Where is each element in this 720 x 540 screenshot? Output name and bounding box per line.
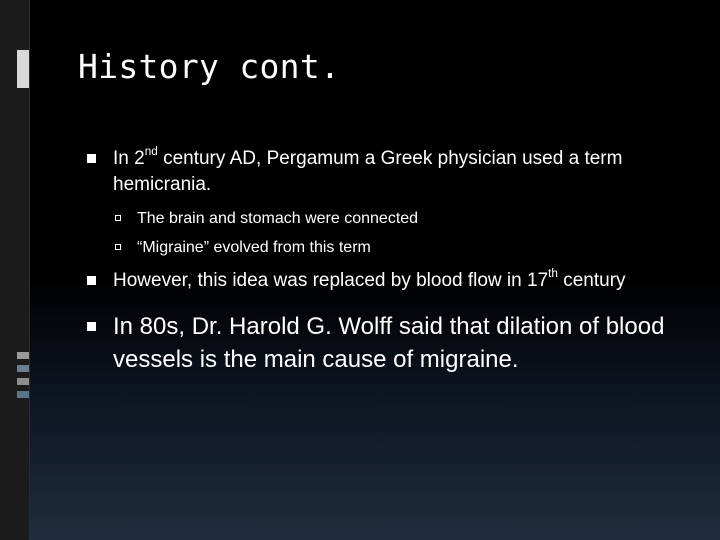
sub-bullet-2-text: “Migraine” evolved from this term	[137, 239, 371, 256]
square-bullet-icon	[87, 276, 96, 285]
hollow-square-bullet-icon	[115, 244, 121, 250]
bullet-1-superscript: nd	[144, 144, 158, 158]
bullet-item-2	[87, 268, 687, 294]
bullet-item-3	[87, 310, 687, 376]
accent-bar-4	[17, 391, 29, 398]
bullet-1-text-post: century AD, Pergamum a Greek physician used a term hemicrania.	[113, 148, 623, 195]
accent-bar-2	[17, 365, 29, 372]
accent-bar-1	[17, 352, 29, 359]
bullet-1-sublist	[87, 204, 687, 262]
slide-title: History cont.	[78, 47, 341, 86]
title-accent-block	[17, 50, 29, 88]
bullet-1-text-pre: In 2	[113, 148, 145, 169]
sub-bullet-item-1	[115, 204, 687, 233]
bullet-3-text: In 80s, Dr. Harold G. Wolff said that dilation of blood vessels is the main cause of migraine.	[113, 313, 665, 373]
bullet-2-text-pre: However, this idea was replaced by blood flow in 17	[113, 270, 549, 291]
square-bullet-icon	[87, 154, 96, 163]
sub-bullet-item-2	[115, 233, 687, 262]
accent-bar-3	[17, 378, 29, 385]
square-bullet-icon	[87, 322, 96, 331]
sub-bullet-1-text: The brain and stomach were connected	[137, 210, 419, 227]
bullet-item-1	[87, 146, 687, 198]
bullet-2-text-post: century	[557, 270, 626, 291]
bullet-2-superscript: th	[548, 266, 558, 280]
spacer	[87, 294, 687, 310]
slide-body	[87, 146, 687, 376]
hollow-square-bullet-icon	[115, 215, 121, 221]
